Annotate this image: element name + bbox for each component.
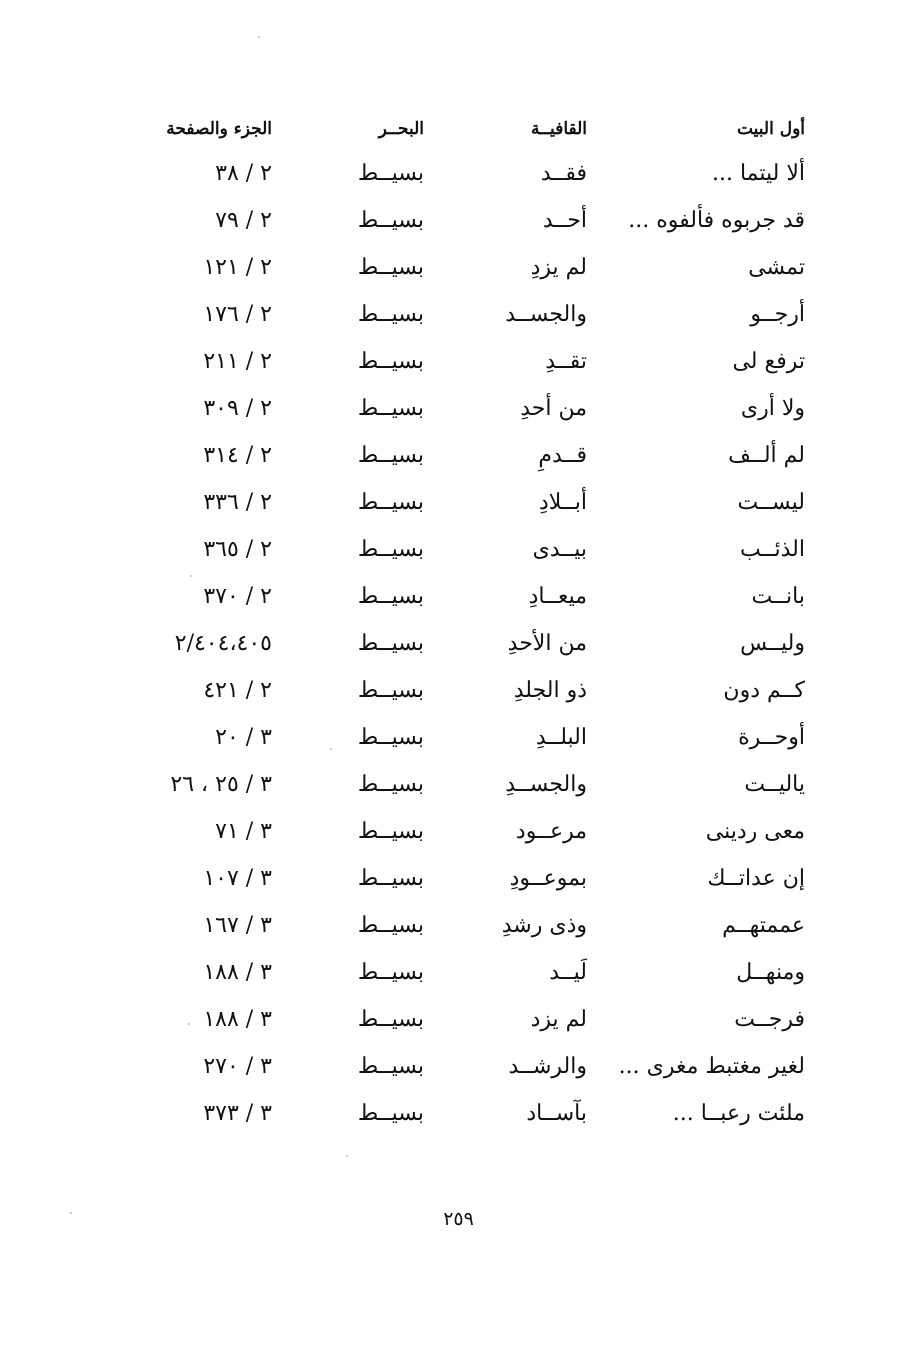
cell-first-verse: أرجــو (750, 302, 805, 327)
cell-volume-page: ٢ / ٣٨ (215, 161, 272, 186)
header-rhyme: القافيــة (530, 119, 587, 139)
header-first-verse: أول البيت (736, 119, 805, 139)
table-header (0, 114, 917, 144)
table-row (0, 385, 917, 432)
cell-meter: بسيــط (357, 584, 424, 609)
table-row (0, 479, 917, 526)
cell-first-verse: بانــت (751, 584, 805, 609)
cell-volume-page: ٢ / ١٧٦ (203, 302, 272, 327)
cell-rhyme: مرعــود (515, 819, 587, 844)
cell-meter: بسيــط (357, 772, 424, 797)
cell-rhyme: والرشــد (508, 1054, 587, 1079)
cell-rhyme: والجســد (505, 302, 587, 327)
table-row (0, 808, 917, 855)
cell-meter: بسيــط (357, 1007, 424, 1032)
table-row (0, 1043, 917, 1090)
cell-volume-page: ٢ / ٢١١ (203, 349, 272, 374)
cell-volume-page: ٢ / ١٢١ (203, 255, 272, 280)
cell-first-verse: ولا أرى (740, 396, 805, 421)
cell-first-verse: وليــس (740, 631, 805, 656)
cell-rhyme: وذى رشدِ (501, 913, 587, 938)
cell-volume-page: ٣ / ٢٠ (215, 725, 272, 750)
cell-rhyme: بآســاد (526, 1101, 587, 1126)
table-row (0, 150, 917, 197)
cell-rhyme: من الأحدِ (507, 631, 587, 656)
cell-meter: بسيــط (357, 960, 424, 985)
table-row (0, 902, 917, 949)
cell-volume-page: ٢ / ٣٦٥ (203, 537, 272, 562)
cell-first-verse: ومنهــل (736, 960, 805, 985)
cell-rhyme: أحــد (542, 208, 587, 233)
table-row (0, 244, 917, 291)
cell-first-verse: أوحــرة (738, 725, 805, 750)
cell-meter: بسيــط (357, 819, 424, 844)
cell-meter: بسيــط (357, 866, 424, 891)
cell-rhyme: ذو الجلدِ (513, 678, 587, 703)
cell-volume-page: ٢ / ٧٩ (215, 208, 272, 233)
cell-volume-page: ٣ / ٣٧٣ (203, 1101, 272, 1126)
cell-first-verse: ترفع لى (732, 349, 805, 374)
cell-first-verse: فرجــت (734, 1007, 805, 1032)
cell-meter: بسيــط (357, 1054, 424, 1079)
table-row (0, 338, 917, 385)
cell-first-verse: إن عداتــك (707, 866, 805, 891)
cell-rhyme: ميعــادِ (528, 584, 587, 609)
header-volume-page: الجزء والصفحة (166, 119, 272, 139)
scan-speck (70, 1212, 72, 1214)
scan-speck (188, 1023, 190, 1025)
table-row (0, 573, 917, 620)
cell-meter: بسيــط (357, 255, 424, 280)
cell-meter: بسيــط (357, 396, 424, 421)
cell-meter: بسيــط (357, 161, 424, 186)
cell-first-verse: قد جربوه فألفوه ... (628, 208, 805, 233)
table-body (0, 150, 917, 1137)
cell-first-verse: لم ألــف (728, 443, 805, 468)
cell-first-verse: كــم دون (723, 678, 805, 703)
cell-first-verse: ياليــت (744, 772, 805, 797)
cell-meter: بسيــط (357, 349, 424, 374)
table-row (0, 432, 917, 479)
table-row (0, 949, 917, 996)
table-row (0, 197, 917, 244)
cell-rhyme: لَيــد (549, 960, 587, 985)
page-number: ٢٥٩ (443, 1208, 474, 1230)
cell-volume-page: ٢/٤٠٤،٤٠٥ (174, 631, 272, 656)
table-row (0, 526, 917, 573)
cell-volume-page: ٢ / ٤٢١ (203, 678, 272, 703)
cell-first-verse: ليســت (737, 490, 805, 515)
cell-rhyme: البلــدِ (535, 725, 587, 750)
cell-meter: بسيــط (357, 725, 424, 750)
cell-volume-page: ٣ / ١٨٨ (203, 960, 272, 985)
cell-meter: بسيــط (357, 302, 424, 327)
cell-first-verse: الذئــب (740, 537, 805, 562)
cell-rhyme: بيــدى (532, 537, 587, 562)
cell-first-verse: عممتهــم (722, 913, 805, 938)
scan-speck (258, 36, 260, 38)
cell-first-verse: لغير مغتبط مغرى ... (618, 1054, 805, 1079)
table-row (0, 291, 917, 338)
cell-volume-page: ٢ / ٣٠٩ (203, 396, 272, 421)
cell-first-verse: تمشى (748, 255, 805, 280)
cell-rhyme: قــدمِ (538, 443, 587, 468)
cell-rhyme: أبــلادِ (538, 490, 587, 515)
cell-meter: بسيــط (357, 1101, 424, 1126)
cell-volume-page: ٣ / ٢٧٠ (203, 1054, 272, 1079)
cell-rhyme: من أحدِ (520, 396, 587, 421)
cell-volume-page: ٢ / ٣٧٠ (203, 584, 272, 609)
cell-rhyme: بموعــودِ (509, 866, 587, 891)
cell-volume-page: ٣ / ٢٥ ، ٢٦ (170, 772, 272, 797)
cell-first-verse: ألا ليتما ... (711, 161, 805, 186)
cell-meter: بسيــط (357, 678, 424, 703)
cell-meter: بسيــط (357, 631, 424, 656)
table-row (0, 855, 917, 902)
scan-speck (346, 1155, 348, 1157)
cell-rhyme: لم يزد (530, 1007, 587, 1032)
cell-rhyme: لم يزدِ (530, 255, 587, 280)
table-row (0, 620, 917, 667)
cell-first-verse: معى ردينى (705, 819, 805, 844)
cell-rhyme: تقــدِ (545, 349, 587, 374)
header-meter: البحــر (378, 119, 424, 139)
cell-first-verse: ملئت رعبــا ... (672, 1101, 805, 1126)
scan-speck (330, 748, 332, 750)
cell-meter: بسيــط (357, 490, 424, 515)
table-row (0, 761, 917, 808)
cell-volume-page: ٣ / ١٦٧ (203, 913, 272, 938)
cell-volume-page: ٣ / ٧١ (215, 819, 272, 844)
table-row (0, 1090, 917, 1137)
cell-meter: بسيــط (357, 208, 424, 233)
scan-speck (190, 575, 192, 577)
cell-meter: بسيــط (357, 537, 424, 562)
cell-volume-page: ٢ / ٣١٤ (203, 443, 272, 468)
table-row (0, 714, 917, 761)
cell-meter: بسيــط (357, 443, 424, 468)
table-row (0, 996, 917, 1043)
cell-meter: بسيــط (357, 913, 424, 938)
cell-rhyme: والجســدِ (505, 772, 587, 797)
cell-volume-page: ٣ / ١٠٧ (203, 866, 272, 891)
table-row (0, 667, 917, 714)
cell-rhyme: فقــد (540, 161, 587, 186)
cell-volume-page: ٢ / ٣٣٦ (203, 490, 272, 515)
cell-volume-page: ٣ / ١٨٨ (203, 1007, 272, 1032)
